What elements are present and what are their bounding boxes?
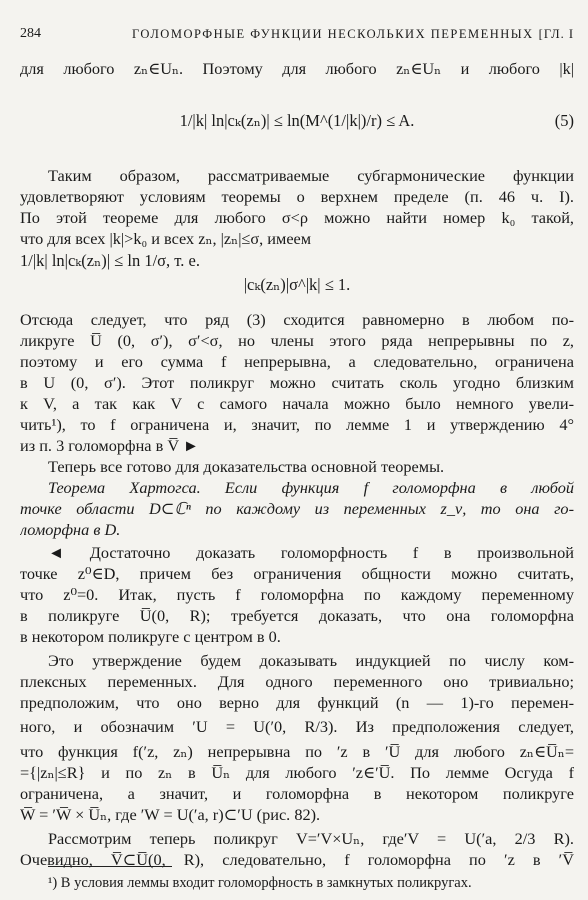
footnote-rule bbox=[48, 866, 172, 867]
text-line: в некотором поликруге с центром в 0. bbox=[20, 627, 281, 646]
paragraph-start: ◄ Достаточно доказать голоморфность f в произвольной bbox=[48, 543, 574, 562]
theorem-statement: Теорема Хартогса. Если функция f голоморфна в любой bbox=[48, 478, 574, 497]
equation-text: 1/|k| ln|cₖ(zₙ)| ≤ ln(M^(1/|k|)/r) ≤ A. bbox=[179, 111, 415, 130]
paragraph-start: Рассмотрим теперь поликруг V=′V×Uₙ, где′V = U(′a, 2/3 R). bbox=[48, 829, 574, 848]
text-line: точке z⁰∈D, причем без ограничения общности можно считать, bbox=[20, 564, 574, 583]
text-line: Очевидно, V̅⊂U̅(0, R), следовательно, f голоморфна по ′z в ′V̅ bbox=[20, 850, 574, 869]
text-line: W̅ = ′W̅ × U̅ₙ, где ′W = U(′a, r)⊂′U (рис. 82). bbox=[20, 805, 321, 824]
text-line: Отсюда следует, что ряд (3) сходится равномерно в любом по- bbox=[20, 310, 574, 329]
text-line: По этой теореме для любого σ<ρ можно найти номер k₀ такой, bbox=[20, 208, 574, 227]
text-line: ного, и обозначим ′U = U(′0, R/3). Из предположения следует, bbox=[20, 717, 574, 736]
equation-5 bbox=[20, 110, 574, 131]
running-header bbox=[20, 26, 574, 46]
text-line: поэтому и его сумма f непрерывна, а следовательно, ограничена bbox=[20, 352, 574, 371]
text-line: в поликруге U̅(0, R); требуется доказать, что она голоморфна bbox=[20, 606, 574, 625]
text-line: предположим, что оно верно для функций (n — 1)-го перемен- bbox=[20, 693, 574, 712]
text-line: ограничена, а значит, и голоморфна в некотором поликруге bbox=[20, 784, 574, 803]
equation-number: (5) bbox=[554, 111, 574, 130]
paragraph-start: Таким образом, рассматриваемые субгармонические функции bbox=[48, 166, 574, 185]
running-title: ГОЛОМОРФНЫЕ ФУНКЦИИ НЕСКОЛЬКИХ ПЕРЕМЕННЫХ bbox=[132, 27, 534, 41]
text-line: удовлетворяют условиям теоремы о верхнем пределе (п. 46 ч. I). bbox=[20, 187, 574, 206]
paragraph-start: Это утверждение будем доказывать индукцией по числу ком- bbox=[48, 651, 574, 670]
page-number: 284 bbox=[20, 26, 41, 41]
text-line: в U (0, σ′). Этот поликруг можно считать сколь угодно близким bbox=[20, 373, 574, 392]
paragraph-start: Теперь все готово для доказательства основной теоремы. bbox=[48, 457, 445, 476]
inline-formula-line: 1/|k| ln|cₖ(zₙ)| ≤ ln 1/σ, т. е. bbox=[20, 251, 200, 270]
text-line: что z⁰=0. Итак, пусть f голоморфна по каждому переменному bbox=[20, 585, 574, 604]
text-line: к V, а так как V с самого начала можно было немного увели- bbox=[20, 394, 574, 413]
text-line: чить¹), то f ограничена и, значит, по лемме 1 и утверждению 4° bbox=[20, 415, 574, 434]
text-line: плексных переменных. Для одного переменного оно тривиально; bbox=[20, 672, 574, 691]
theorem-statement: ломорфна в D. bbox=[20, 520, 121, 539]
display-formula: |cₖ(zₙ)|σ^|k| ≤ 1. bbox=[243, 275, 351, 294]
text-line: для любого zₙ∈Uₙ. Поэтому для любого zₙ∈Uₙ и любого |k| bbox=[20, 59, 574, 78]
text-line: из п. 3 голоморфна в V̅ ► bbox=[20, 436, 199, 455]
text-line: что функция f(′z, zₙ) непрерывна по ′z в ′U̅ для любого zₙ∈U̅ₙ= bbox=[20, 742, 574, 761]
theorem-statement: точке области D⊂ℂⁿ по каждому из переменных z_ν, то она го- bbox=[20, 499, 574, 518]
text-line: ={|zₙ|≤R} и по zₙ в U̅ₙ для любого ′z∈′U̅. По лемме Осгуда f bbox=[20, 763, 574, 782]
footnote: ¹) В условия леммы входит голоморфность в замкнутых поликругах. bbox=[48, 875, 472, 891]
text-line: что для всех |k|>k₀ и всех zₙ, |zₙ|≤σ, имеем bbox=[20, 229, 312, 248]
chapter-marker: [ГЛ. I bbox=[538, 27, 574, 41]
text-line: ликруге U̅ (0, σ′), σ′<σ, но члены этого ряда непрерывны по z, bbox=[20, 331, 574, 350]
